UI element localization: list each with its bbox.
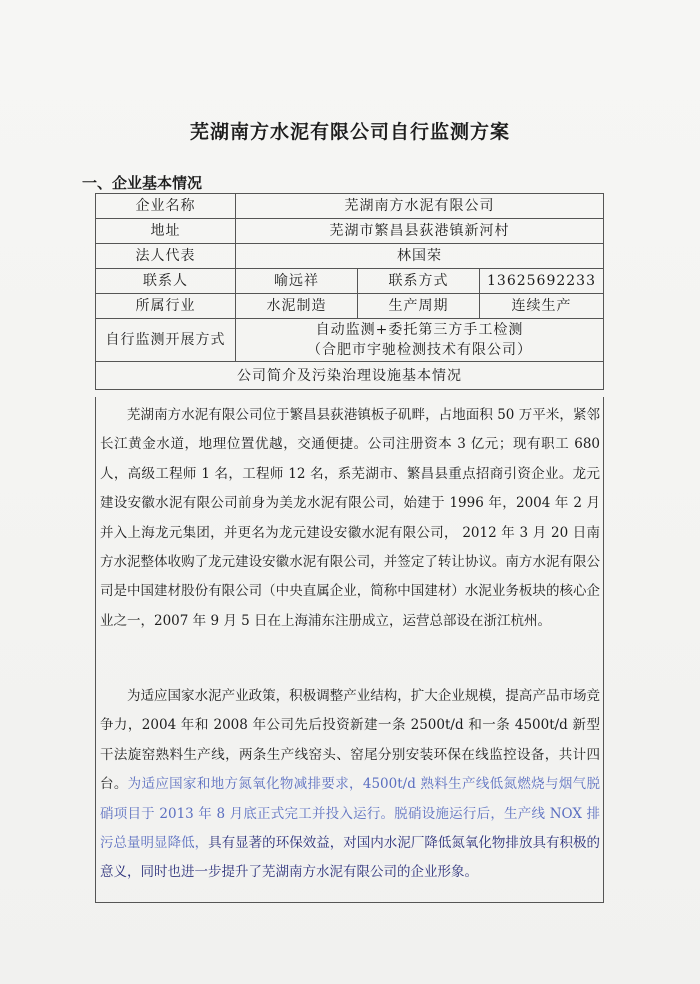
document-title: 芜湖南方水泥有限公司自行监测方案 xyxy=(189,121,510,143)
cycle-label: 生产周期 xyxy=(358,294,480,319)
monitoring-value-line1: 自动监测+委托第三方手工检测 xyxy=(315,322,524,338)
table-row xyxy=(96,219,604,244)
monitoring-value-line2: （合肥市宇驰检测技术有限公司） xyxy=(307,342,532,358)
company-name-label: 企业名称 xyxy=(96,194,236,219)
paragraph-text: 为适应国家水泥产业政策，积极调整产业结构，扩大企业规模，提高产品市场竞争力，2004 年和 2008 年公司先后投资新建一条 2500t/d 和一条 4500t/d 新型干法旋窑熟料生产线，两条生产线窑头、窑尾分别安装环保在线监控设备，共计四台。 xyxy=(100,688,600,793)
cycle-value: 连续生产 xyxy=(480,294,604,319)
phone-value: 13625692233 xyxy=(480,269,604,294)
pollution-control-paragraph xyxy=(100,682,600,888)
company-name-value: 芜湖南方水泥有限公司 xyxy=(236,194,604,219)
summary-heading: 公司简介及污染治理设施基本情况 xyxy=(96,362,604,390)
address-value: 芜湖市繁昌县荻港镇新河村 xyxy=(236,219,604,244)
table-row xyxy=(96,269,604,294)
contact-value: 喻远祥 xyxy=(236,269,358,294)
industry-value: 水泥制造 xyxy=(236,294,358,319)
table-row xyxy=(96,319,604,362)
table-row xyxy=(96,362,604,390)
paragraph-text-highlight: 为适应国家和地方氮氧化物减排要求，4500t/d 熟料生产线低氮燃烧与烟气脱硝项目于 2013 年 8 月底正式完工并投入运行。脱硝设施运行后，生产线 NOX 排污总量明显降低， xyxy=(100,776,600,852)
industry-label: 所属行业 xyxy=(96,294,236,319)
contact-label: 联系人 xyxy=(96,269,236,294)
monitoring-value xyxy=(236,319,604,362)
table-row xyxy=(96,194,604,219)
paragraph-text: 具有显著的环保效益，对国内水泥厂降低氮氧化物排放具有积极的意义，同时也进一步提升了芜湖南方水泥有限公司的企业形象。 xyxy=(100,835,601,881)
company-intro-paragraph: 芜湖南方水泥有限公司位于繁昌县荻港镇板子矶畔，占地面积 50 万平米，紧邻长江黄金水道，地理位置优越，交通便捷。公司注册资本 3 亿元；现有职工 680 人，高级工程师 1 名，工程师 12 名，系芜湖市、繁昌县重点招商引资企业。龙元建设安徽水泥有限公司前身为美龙水泥有限公司，始建于 1996 年，2004 年 2 月并入上海龙元集团，并更名为龙元建设安徽水泥有限公司， 2012 年 3 月 20 日南方水泥整体收购了龙元建设安徽水泥有限公司，并签定了转让协议。南方水泥有限公司是中国建材股份有限公司（中央直属企业，简称中国建材）水泥业务板块的核心企业之一，2007 年 9 月 5 日在上海浦东注册成立，运营总部设在浙江杭州。 xyxy=(100,407,600,629)
table-row xyxy=(96,294,604,319)
monitoring-label: 自行监测开展方式 xyxy=(96,319,236,362)
address-label: 地址 xyxy=(96,219,236,244)
legal-rep-label: 法人代表 xyxy=(96,244,236,269)
legal-rep-value: 林国荣 xyxy=(236,244,604,269)
company-info-table xyxy=(95,193,604,390)
phone-label: 联系方式 xyxy=(358,269,480,294)
section-heading: 一、企业基本情况 xyxy=(82,174,203,192)
table-row xyxy=(96,244,604,269)
